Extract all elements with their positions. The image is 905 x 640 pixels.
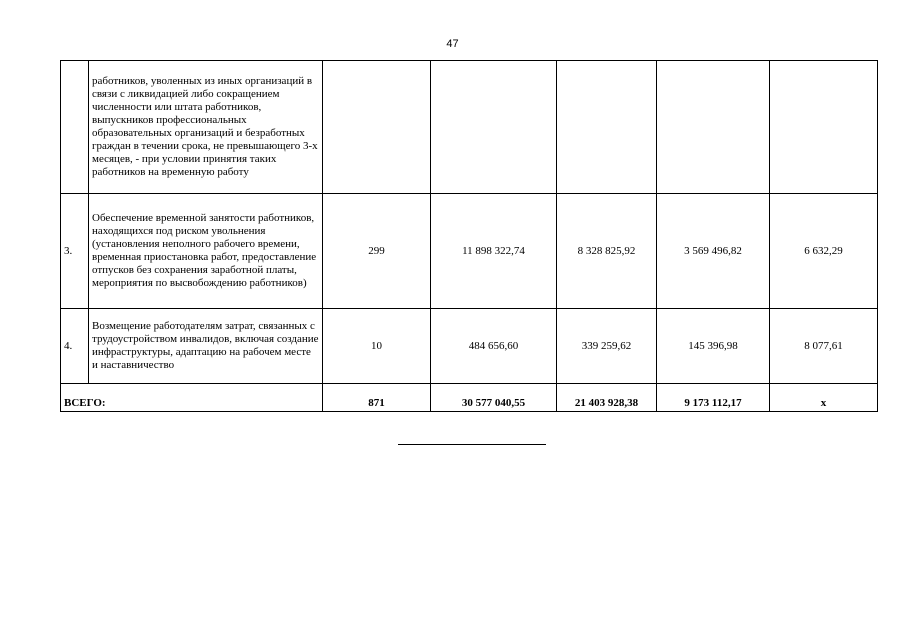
row-number: 3. <box>61 194 89 309</box>
total-people-count: 871 <box>323 384 431 412</box>
regional-amount: 145 396,98 <box>657 309 770 384</box>
regional-amount <box>657 61 770 194</box>
row-number: 4. <box>61 309 89 384</box>
row-number <box>61 61 89 194</box>
total-label: ВСЕГО: <box>61 384 323 412</box>
footnote-divider <box>398 444 546 445</box>
total-row <box>61 384 878 412</box>
regional-amount: 3 569 496,82 <box>657 194 770 309</box>
total-amount <box>431 61 557 194</box>
average-amount: 6 632,29 <box>770 194 878 309</box>
total-amount: 11 898 322,74 <box>431 194 557 309</box>
total-average-amount: х <box>770 384 878 412</box>
row-description: Обеспечение временной занятости работников, находящихся под риском увольнения (установления неполного рабочего времени, временная приостановка работ, предоставление отпусков без сохранения заработной платы, мероприятия по высвобождению работников) <box>89 194 323 309</box>
federal-amount: 8 328 825,92 <box>557 194 657 309</box>
average-amount <box>770 61 878 194</box>
people-count <box>323 61 431 194</box>
people-count: 299 <box>323 194 431 309</box>
table-row <box>61 61 878 194</box>
total-amount: 484 656,60 <box>431 309 557 384</box>
row-description: Возмещение работодателям затрат, связанных с трудоустройством инвалидов, включая создание инфраструктуры, адаптацию на рабочем месте и наставничество <box>89 309 323 384</box>
total-regional-amount: 9 173 112,17 <box>657 384 770 412</box>
total-federal-amount: 21 403 928,38 <box>557 384 657 412</box>
funding-table <box>60 60 878 412</box>
row-description: работников, уволенных из иных организаций в связи с ликвидацией либо сокращением численности или штата работников, выпускников профессиональных образовательных организаций и безработных граждан в течении срока, не превышающего 3-х месяцев, - при условии принятия таких работников на временную работу <box>89 61 323 194</box>
table-row <box>61 194 878 309</box>
people-count: 10 <box>323 309 431 384</box>
grand-total-amount: 30 577 040,55 <box>431 384 557 412</box>
federal-amount: 339 259,62 <box>557 309 657 384</box>
federal-amount <box>557 61 657 194</box>
average-amount: 8 077,61 <box>770 309 878 384</box>
page-number: 47 <box>446 38 459 50</box>
table-row <box>61 309 878 384</box>
